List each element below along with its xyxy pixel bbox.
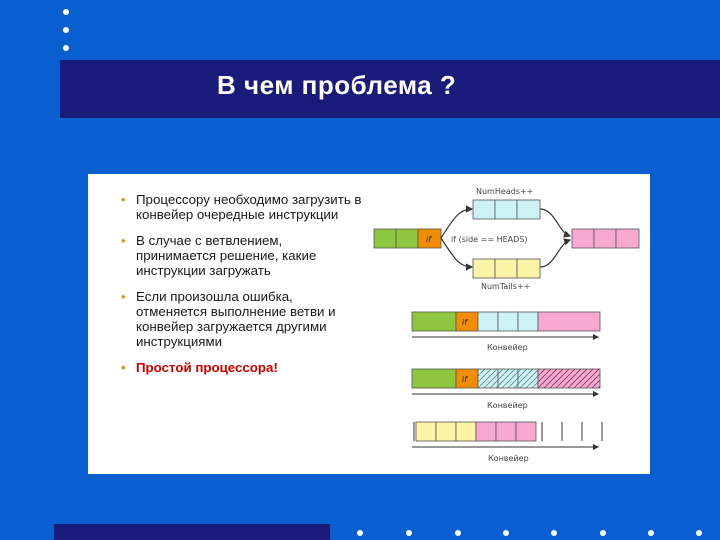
pipeline-1-label: Конвейер	[487, 343, 528, 352]
slide-title: В чем проблема ?	[217, 70, 457, 100]
decor-dot	[455, 530, 461, 536]
pipeline-2-if: if	[462, 375, 468, 384]
bullet-highlight: • Простой процессора!	[119, 360, 364, 375]
branch-condition: if (side == HEADS)	[451, 235, 528, 244]
top-counter-label: NumHeads++	[476, 187, 534, 196]
bullet-item: • Если произошла ошибка, отменяется выполнение ветви и конвейер загружается другими инструкциями	[119, 289, 364, 349]
pipeline-row-1	[412, 312, 600, 331]
branch-cell-label: if	[426, 235, 432, 244]
top-branch-cells	[473, 200, 540, 219]
bottom-counter-label: NumTails++	[481, 282, 531, 291]
pipeline-row-2	[412, 369, 600, 388]
decor-dot	[648, 530, 654, 536]
bullet-list	[119, 192, 364, 386]
bullet-item: • Процессору необходимо загрузить в конвейер очередные инструкции	[119, 192, 364, 222]
decor-dot	[63, 9, 69, 15]
decor-dot	[63, 45, 69, 51]
pipeline-3-label: Конвейер	[488, 454, 529, 463]
bottom-branch-cells	[473, 259, 540, 278]
pipeline-2-label: Конвейер	[487, 401, 528, 410]
pipeline-1-if: if	[462, 318, 468, 327]
bottom-band	[54, 524, 330, 540]
pipeline-diagram	[360, 176, 645, 468]
decor-dot	[63, 27, 69, 33]
merge-cells	[572, 229, 639, 248]
decor-dot	[551, 530, 557, 536]
decor-dot	[503, 530, 509, 536]
pipeline-row-3	[416, 422, 536, 441]
decor-dot	[357, 530, 363, 536]
decor-dot	[406, 530, 412, 536]
decor-dot	[600, 530, 606, 536]
decor-dot	[696, 530, 702, 536]
bullet-item: • В случае с ветвлением, принимается решение, какие инструкции загружать	[119, 233, 364, 278]
